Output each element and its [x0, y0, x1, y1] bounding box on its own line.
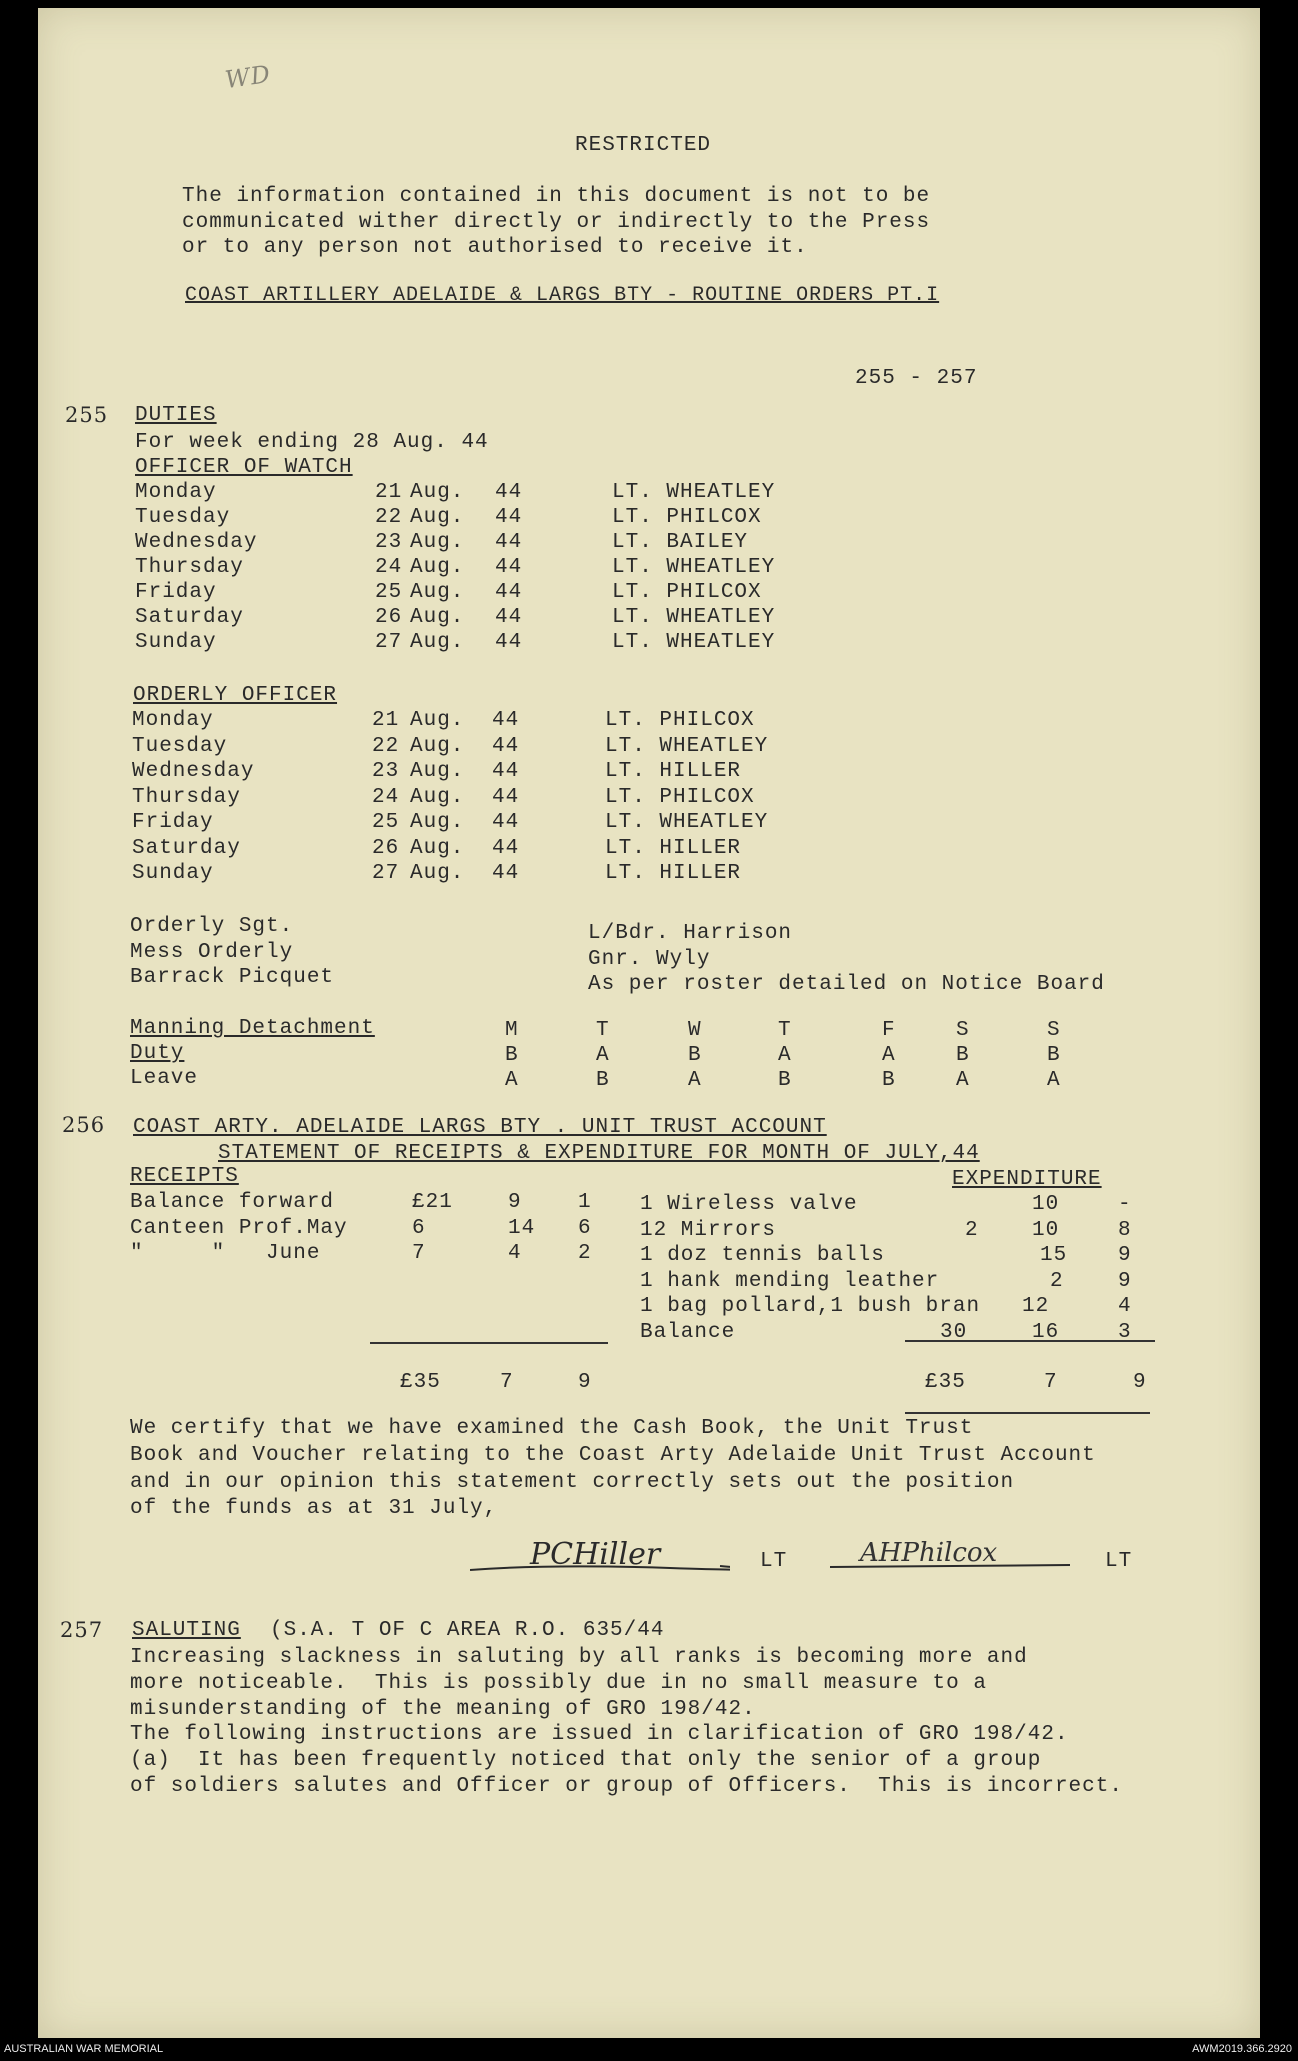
expenditure-label: 1 doz tennis balls [640, 1244, 885, 1267]
orderly-year: 44 [492, 836, 520, 860]
expenditure-label: 1 Wireless valve [640, 1193, 858, 1216]
signature-1-text: PCHiller [530, 1537, 661, 1572]
orderly-month: Aug. [410, 760, 465, 783]
expenditure-total-s: 7 [1044, 1371, 1058, 1394]
watch-month: Aug. [410, 556, 465, 579]
watch-month: Aug. [410, 606, 465, 629]
expenditure-pence: 3 [1118, 1320, 1132, 1344]
manning-day: T [778, 1019, 792, 1042]
manning-leave-cell: A [956, 1069, 970, 1092]
manning-day: T [596, 1019, 610, 1042]
manning-duty-cell: B [505, 1044, 519, 1067]
watch-day: Sunday [135, 631, 217, 654]
orderly-month: Aug. [410, 709, 465, 732]
expenditure-pounds: 2 [965, 1218, 979, 1242]
week-ending: For week ending 28 Aug. 44 [135, 431, 489, 454]
orderly-day: Wednesday [132, 760, 255, 783]
manning-day: S [956, 1019, 970, 1042]
expenditure-pence: 9 [1118, 1244, 1132, 1267]
orderly-month: Aug. [410, 862, 465, 885]
manning-duty-cell: B [956, 1044, 970, 1067]
watch-officer: LT. BAILEY [612, 531, 749, 554]
section-256-subtitle: STATEMENT OF RECEIPTS & EXPENDITURE FOR MONTH OF JULY,44 [218, 1142, 980, 1165]
watch-year: 44 [495, 606, 523, 629]
section-256-title: COAST ARTY. ADELAIDE LARGS BTY . UNIT TRUST ACCOUNT [133, 1116, 827, 1139]
expenditure-pence: 8 [1118, 1218, 1132, 1242]
expenditure-total-d: 9 [1133, 1371, 1147, 1394]
orderly-year: 44 [492, 862, 520, 885]
receipt-pounds: 6 [412, 1216, 426, 1240]
orderly-officer: LT. HILLER [605, 836, 742, 860]
section-255-number: 255 [65, 403, 109, 427]
orderly-year: 44 [492, 709, 520, 732]
receipts-total-l: £35 [400, 1371, 441, 1394]
receipt-pence: 2 [578, 1242, 592, 1265]
handwritten-note: WD [223, 59, 273, 95]
leave-label: Leave [130, 1067, 199, 1090]
section-255-heading: DUTIES [135, 404, 217, 427]
signature-1 [470, 1520, 730, 1580]
duty-role: Orderly Sgt. [130, 915, 294, 938]
signature-1-suffix: LT [760, 1550, 788, 1573]
orderly-day: Tuesday [132, 734, 228, 758]
section-257-number: 257 [60, 1618, 104, 1642]
watch-year: 44 [495, 481, 523, 504]
watch-day: Friday [135, 581, 217, 604]
section-256-number: 256 [62, 1113, 106, 1137]
saluting-line: misunderstanding of the meaning of GRO 198/42. [130, 1697, 756, 1721]
footer-right: AWM2019.366.2920 [1192, 2043, 1292, 2055]
watch-day: Wednesday [135, 531, 258, 554]
orderly-date: 23 [372, 760, 400, 783]
watch-year: 44 [495, 631, 523, 654]
orderly-officer: LT. WHEATLEY [605, 734, 769, 758]
receipts-total-d: 9 [578, 1371, 592, 1394]
expenditure-bottom-rule [905, 1412, 1150, 1414]
expenditure-total-l: £35 [925, 1371, 966, 1394]
certify-line-1: We certify that we have examined the Cash Book, the Unit Trust [130, 1417, 974, 1440]
expenditure-pence: - [1118, 1193, 1132, 1216]
watch-month: Aug. [410, 581, 465, 604]
orderly-date: 24 [372, 785, 400, 809]
section-257-heading: SALUTING [132, 1619, 241, 1642]
classification-label: RESTRICTED [575, 134, 712, 157]
receipt-pence: 6 [578, 1216, 592, 1240]
receipt-shillings: 14 [508, 1216, 536, 1240]
orderly-day: Friday [132, 811, 214, 834]
watch-date: 21 [375, 481, 403, 504]
manning-day: F [882, 1019, 896, 1042]
watch-date: 26 [375, 606, 403, 629]
manning-duty-cell: A [596, 1044, 610, 1067]
orderly-month: Aug. [410, 836, 465, 860]
expenditure-label: 1 bag pollard,1 bush bran [640, 1295, 981, 1318]
receipt-label: Balance forward [130, 1191, 335, 1214]
watch-officer: LT. WHEATLEY [612, 556, 776, 579]
orderly-month: Aug. [410, 734, 465, 758]
orderly-date: 25 [372, 811, 400, 834]
expenditure-pounds: 12 [1022, 1295, 1050, 1318]
watch-officer: LT. PHILCOX [612, 506, 762, 529]
orderly-date: 22 [372, 734, 400, 758]
expenditure-shillings: 10 [1032, 1193, 1060, 1216]
certify-line-4: of the funds as at 31 July, [130, 1497, 498, 1520]
manning-leave-cell: B [882, 1069, 896, 1092]
notice-line-3: or to any person not authorised to receive it. [182, 236, 808, 259]
watch-year: 44 [495, 556, 523, 579]
expenditure-label: 12 Mirrors [640, 1218, 777, 1242]
watch-month: Aug. [410, 631, 465, 654]
saluting-line: of soldiers salutes and Officer or group of Officers. This is incorrect. [130, 1775, 1123, 1798]
watch-month: Aug. [410, 481, 465, 504]
receipt-shillings: 4 [508, 1242, 522, 1265]
manning-day: S [1047, 1019, 1061, 1042]
section-257-ref: (S.A. T OF C AREA R.O. 635/44 [270, 1619, 665, 1642]
orderly-officer: LT. HILLER [605, 862, 742, 885]
orderly-year: 44 [492, 760, 520, 783]
notice-line-2: communicated wither directly or indirectly to the Press [182, 211, 931, 234]
manning-leave-cell: A [688, 1069, 702, 1092]
expenditure-heading: EXPENDITURE [952, 1168, 1102, 1191]
expenditure-pounds: 30 [940, 1320, 968, 1344]
expenditure-total-rule [905, 1340, 1155, 1342]
orderly-day: Sunday [132, 862, 214, 885]
orderly-year: 44 [492, 785, 520, 809]
watch-day: Tuesday [135, 506, 231, 529]
duty-label: Duty [130, 1042, 185, 1065]
saluting-line: The following instructions are issued in clarification of GRO 198/42. [130, 1723, 1069, 1747]
orderly-date: 26 [372, 836, 400, 860]
document-title: COAST ARTILLERY ADELAIDE & LARGS BTY - ROUTINE ORDERS PT.I [185, 284, 940, 307]
watch-officer: LT. WHEATLEY [612, 606, 776, 629]
orderly-officer: LT. HILLER [605, 760, 742, 783]
duty-assignee: L/Bdr. Harrison [588, 922, 793, 945]
watch-officer: LT. PHILCOX [612, 581, 762, 604]
orderly-year: 44 [492, 811, 520, 834]
manning-leave-cell: A [505, 1069, 519, 1092]
orderly-day: Saturday [132, 836, 241, 860]
receipt-pence: 1 [578, 1191, 592, 1214]
saluting-line: more noticeable. This is possibly due in no small measure to a [130, 1671, 987, 1695]
expenditure-label: Balance [640, 1320, 736, 1344]
orderly-officer: LT. PHILCOX [605, 709, 755, 732]
receipts-heading: RECEIPTS [130, 1165, 239, 1188]
notice-line-1: The information contained in this document is not to be [182, 185, 931, 208]
signature-2 [830, 1525, 1090, 1575]
duty-assignee: As per roster detailed on Notice Board [588, 973, 1105, 996]
orderly-officer: LT. PHILCOX [605, 785, 755, 809]
watch-officer: LT. WHEATLEY [612, 481, 776, 504]
watch-month: Aug. [410, 506, 465, 529]
footer-left: AUSTRALIAN WAR MEMORIAL [4, 2043, 164, 2055]
manning-leave-cell: B [596, 1069, 610, 1092]
orderly-day: Monday [132, 709, 214, 732]
watch-day: Saturday [135, 606, 244, 629]
watch-day: Monday [135, 481, 217, 504]
officer-of-watch-heading: OFFICER OF WATCH [135, 456, 353, 479]
receipt-label: " " June [130, 1242, 321, 1265]
receipt-label: Canteen Prof.May [130, 1216, 348, 1240]
watch-year: 44 [495, 506, 523, 529]
watch-date: 23 [375, 531, 403, 554]
manning-duty-cell: B [688, 1044, 702, 1067]
manning-leave-cell: A [1047, 1069, 1061, 1092]
certify-line-3: and in our opinion this statement correctly sets out the position [130, 1471, 1015, 1494]
watch-date: 27 [375, 631, 403, 654]
receipts-total-rule [370, 1342, 608, 1344]
receipt-shillings: 9 [508, 1191, 522, 1214]
receipt-pounds: 7 [412, 1242, 426, 1265]
manning-heading: Manning Detachment [130, 1017, 375, 1040]
watch-day: Thursday [135, 556, 244, 579]
orderly-officer-heading: ORDERLY OFFICER [133, 684, 338, 707]
saluting-line: Increasing slackness in saluting by all ranks is becoming more and [130, 1646, 1028, 1669]
receipt-pounds: £21 [412, 1191, 453, 1214]
expenditure-label: 1 hank mending leather [640, 1269, 940, 1293]
orderly-month: Aug. [410, 785, 465, 809]
orderly-month: Aug. [410, 811, 465, 834]
order-range: 255 - 257 [855, 367, 978, 390]
watch-officer: LT. WHEATLEY [612, 631, 776, 654]
watch-date: 22 [375, 506, 403, 529]
expenditure-shillings: 16 [1032, 1320, 1060, 1344]
watch-year: 44 [495, 581, 523, 604]
watch-month: Aug. [410, 531, 465, 554]
watch-date: 25 [375, 581, 403, 604]
expenditure-pence: 4 [1118, 1295, 1132, 1318]
manning-duty-cell: A [882, 1044, 896, 1067]
expenditure-shillings: 10 [1032, 1218, 1060, 1242]
saluting-line: (a) It has been frequently noticed that only the senior of a group [130, 1749, 1042, 1773]
signature-2-text: AHPhilcox [860, 1538, 998, 1568]
orderly-date: 27 [372, 862, 400, 885]
expenditure-shillings: 2 [1050, 1269, 1064, 1293]
signature-2-suffix: LT [1105, 1550, 1133, 1573]
orderly-year: 44 [492, 734, 520, 758]
orderly-day: Thursday [132, 785, 241, 809]
manning-duty-cell: B [1047, 1044, 1061, 1067]
orderly-date: 21 [372, 709, 400, 732]
receipts-total-s: 7 [500, 1371, 514, 1394]
duty-assignee: Gnr. Wyly [588, 947, 711, 971]
watch-year: 44 [495, 531, 523, 554]
manning-day: M [505, 1019, 519, 1042]
expenditure-shillings: 15 [1040, 1244, 1068, 1267]
manning-day: W [688, 1019, 702, 1042]
certify-line-2: Book and Voucher relating to the Coast Arty Adelaide Unit Trust Account [130, 1444, 1096, 1467]
expenditure-pence: 9 [1118, 1269, 1132, 1293]
duty-role: Barrack Picquet [130, 966, 335, 989]
duty-role: Mess Orderly [130, 940, 294, 964]
manning-duty-cell: A [778, 1044, 792, 1067]
orderly-officer: LT. WHEATLEY [605, 811, 769, 834]
watch-date: 24 [375, 556, 403, 579]
manning-leave-cell: B [778, 1069, 792, 1092]
